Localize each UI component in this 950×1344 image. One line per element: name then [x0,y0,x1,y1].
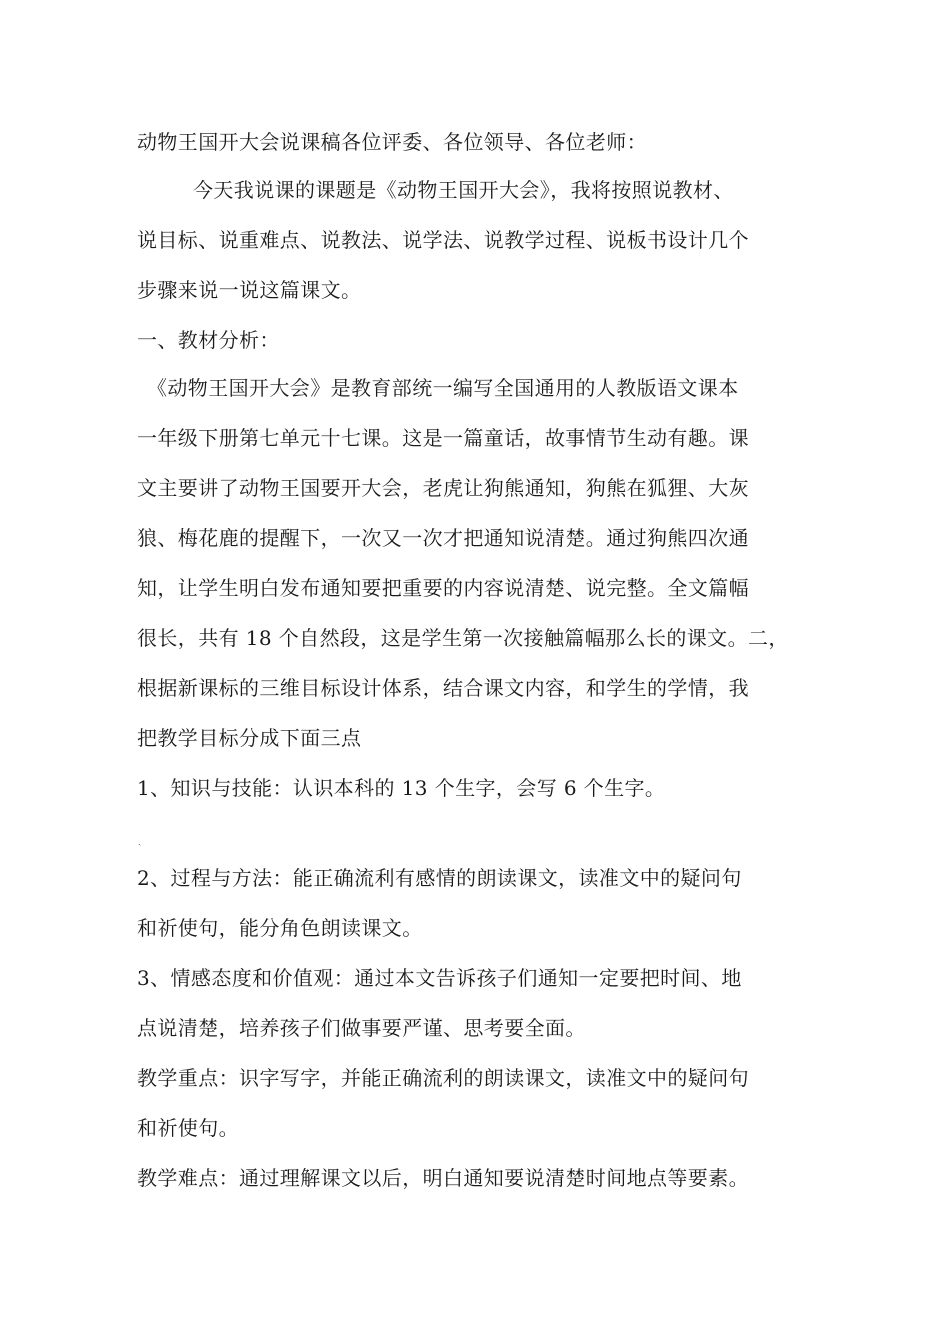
intro-line-1: 今天我说课的课题是《动物王国开大会》，我将按照说教材、 [193,178,734,202]
teaching-focus-line-2: 和祈使句。 [137,1116,239,1140]
goal-attitude-values-line-2: 点说清楚，培养孩子们做事要严谨、思考要全面。 [137,1016,586,1040]
teaching-difficulty-line: 教学难点：通过理解课文以后，明白通知要说清楚时间地点等要素。 [137,1166,749,1190]
goal-attitude-values-line-1: 3、情感态度和价值观：通过本文告诉孩子们通知一定要把时间、地 [137,966,742,990]
doc-title-line: 动物王国开大会说课稿各位评委、各位领导、各位老师： [137,130,647,154]
section-heading-textbook-analysis: 一、教材分析： [137,328,280,352]
analysis-line-3: 文主要讲了动物王国要开大会，老虎让狗熊通知，狗熊在狐狸、大灰 [137,476,749,500]
teaching-focus-line-1: 教学重点：识字写字，并能正确流利的朗读课文，读准文中的疑问句 [137,1066,749,1090]
stray-mark: ˎ [138,835,142,846]
analysis-line-4: 狼、梅花鹿的提醒下，一次又一次才把通知说清楚。通过狗熊四次通 [137,526,749,550]
analysis-line-2: 一年级下册第七单元十七课。这是一篇童话，故事情节生动有趣。课 [137,426,749,450]
goals-line-2: 把教学目标分成下面三点 [137,726,362,750]
goal-process-methods-line-2: 和祈使句，能分角色朗读课文。 [137,916,423,940]
intro-line-2: 说目标、说重难点、说教法、说学法、说教学过程、说板书设计几个 [137,228,749,252]
goal-process-methods-line-1: 2、过程与方法：能正确流利有感情的朗读课文，读准文中的疑问句 [137,866,742,890]
analysis-line-1: 《动物王国开大会》是教育部统一编写全国通用的人教版语文课本 [147,376,739,400]
goals-line-1: 根据新课标的三维目标设计体系，结合课文内容，和学生的学情，我 [137,676,749,700]
goal-knowledge-skills: 1、知识与技能：认识本科的 13 个生字，会写 6 个生字。 [137,776,666,800]
intro-line-3: 步骤来说一说这篇课文。 [137,278,362,302]
analysis-line-6: 很长，共有 18 个自然段，这是学生第一次接触篇幅那么长的课文。二， [137,626,789,650]
analysis-line-5: 知，让学生明白发布通知要把重要的内容说清楚、说完整。全文篇幅 [137,576,749,600]
